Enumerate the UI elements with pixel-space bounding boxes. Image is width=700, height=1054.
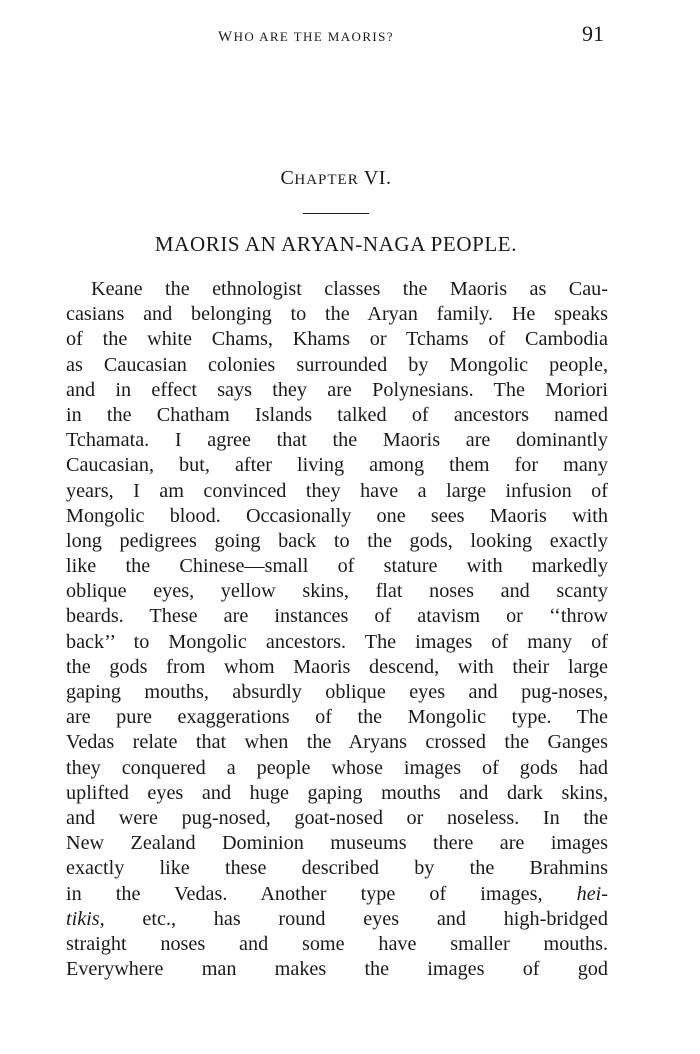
chapter-title: MAORIS AN ARYAN-NAGA PEOPLE. [154,232,518,256]
text-line: of the white Chams, Khams or Tchams of Cambodia [66,328,608,351]
text-line: Everywhere man makes the images of god [66,958,608,981]
text-line: Mongolic blood. Occasionally one sees Maoris with [66,504,608,527]
text-line: back’’ to Mongolic ancestors. The images of many of [66,630,608,653]
text-line: Vedas relate that when the Aryans crossed the Ganges [66,731,608,754]
text-line: exactly like these described by the Brahmins [66,857,608,880]
text-line: long pedigrees going back to the gods, looking exactly [66,529,608,552]
text-line: in the Chatham Islands talked of ancestors named [66,403,608,426]
body-paragraph [66,277,608,982]
text-line-segment: in the Vedas. Another type of images, [66,882,543,905]
text-line: like the Chinese—small of stature with markedly [66,555,608,578]
text-line: Tchamata. I agree that the Maoris are dominantly [66,429,608,452]
running-head [0,20,700,50]
text-line [66,882,608,907]
running-title-rest: HO ARE THE MAORIS? [233,29,394,44]
running-title [218,28,394,46]
text-line: straight noses and some have smaller mouths. [66,932,608,955]
text-line: the gods from whom Maoris descend, with their large [66,655,608,678]
text-line: gaping mouths, absurdly oblique eyes and pug-noses, [66,681,608,703]
text-line: uplifted eyes and huge gaping mouths and dark skins, [66,781,608,804]
text-line: they conquered a people whose images of gods had [66,756,608,779]
text-line: are pure exaggerations of the Mongolic type. The [66,706,608,729]
running-title-initial: W [218,29,234,45]
text-line: and were pug-nosed, goat-nosed or noseless. In the [66,806,608,829]
chapter-label-smallcaps: HAPTER [294,172,359,188]
chapter-label [0,166,672,192]
italic-word: tikis, [66,907,105,930]
text-line: and in effect says they are Polynesians. The Moriori [66,378,608,401]
chapter-label-numeral: VI. [358,167,392,189]
page-number: 91 [582,21,604,46]
text-line: Caucasian, but, after living among them for many [66,454,608,477]
text-line: Keane the ethnologist classes the Maoris as Cau- [91,278,608,300]
text-line: years, I am convinced they have a large infusion of [66,479,608,502]
text-line-segment: etc., has round eyes and high-bridged [104,907,608,930]
chapter-divider-rule [303,213,369,214]
chapter-label-initial: C [280,167,295,189]
text-line: casians and belonging to the Aryan family. He speaks [66,303,608,326]
text-line [66,907,608,932]
italic-word: hei- [576,882,608,905]
text-line: oblique eyes, yellow skins, flat noses and scanty [66,580,608,603]
text-line: New Zealand Dominion museums there are images [66,832,608,855]
text-line: beards. These are instances of atavism or ‘‘throw [66,605,608,628]
text-line: as Caucasian colonies surrounded by Mongolic people, [66,353,608,376]
